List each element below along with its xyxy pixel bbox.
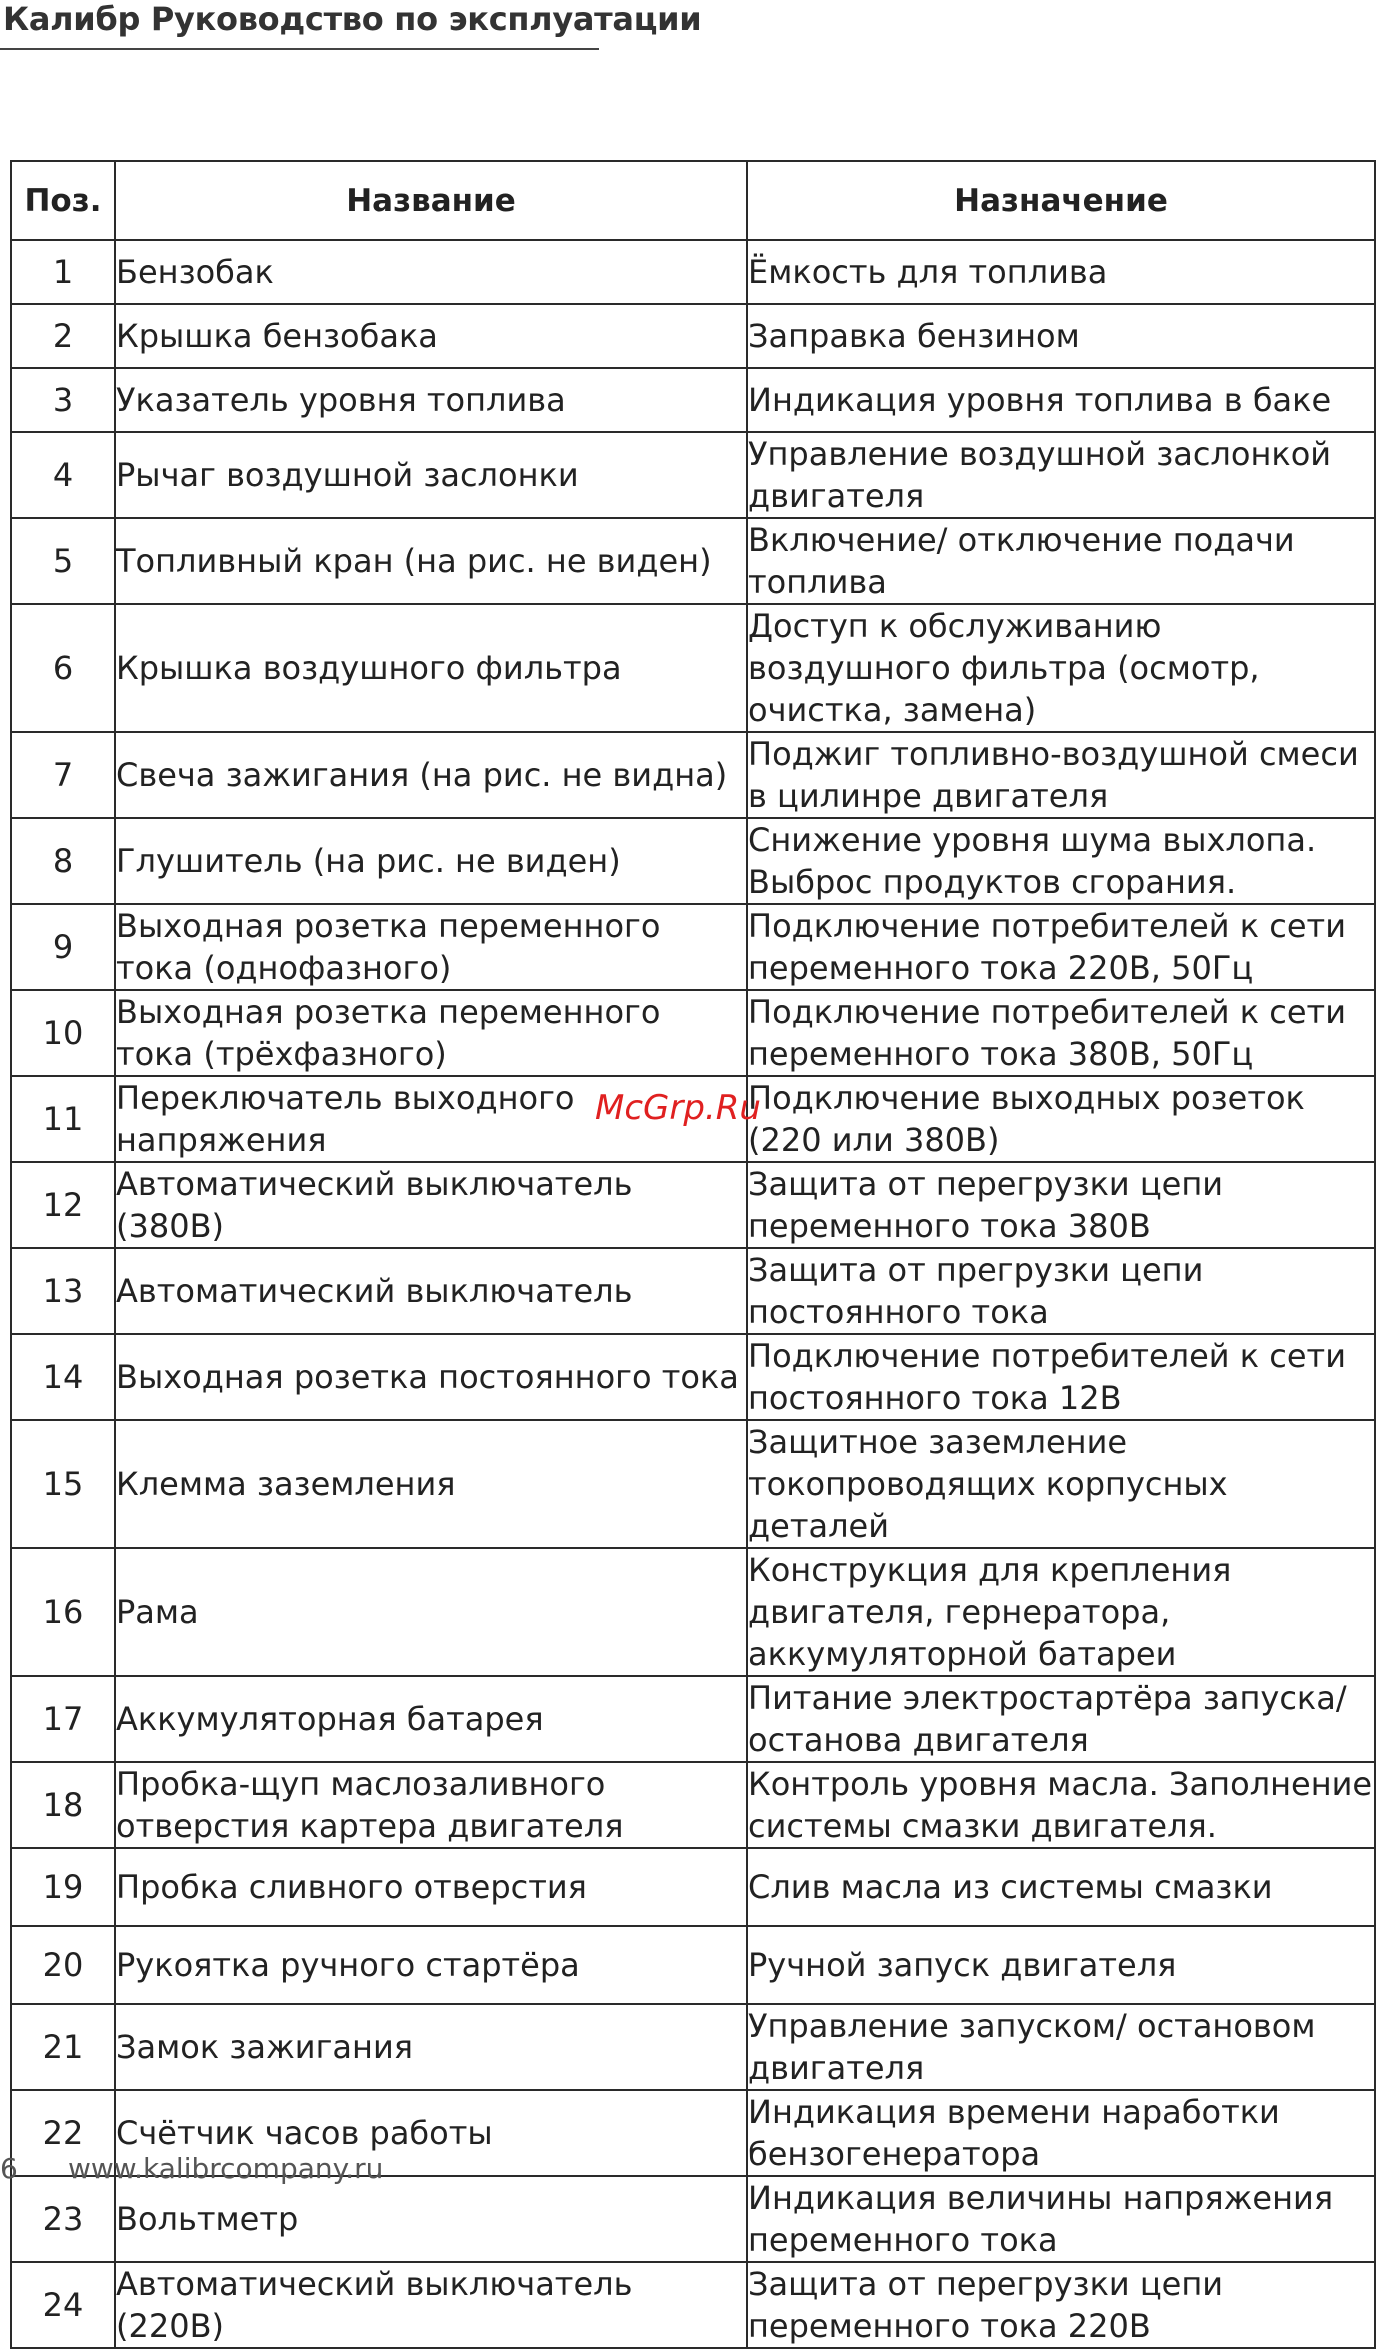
position-cell-text: 22 xyxy=(42,2114,84,2152)
position-cell-text: 8 xyxy=(52,842,74,880)
table-row xyxy=(11,1848,1375,1926)
purpose-cell-text: Питание электростартёра запуска/ останова двигателя xyxy=(748,1679,1347,1759)
table-row xyxy=(11,2262,1375,2348)
table-row xyxy=(11,1420,1375,1548)
position-cell-text: 2 xyxy=(52,317,74,355)
name-cell-text: Глушитель (на рис. не виден) xyxy=(116,842,621,880)
table-row xyxy=(11,1334,1375,1420)
purpose-cell-text: Доступ к обслуживанию воздушного фильтра (осмотр, очистка, замена) xyxy=(748,607,1260,729)
name-cell-text: Рукоятка ручного стартёра xyxy=(116,1946,580,1984)
position-cell xyxy=(11,1162,115,1248)
name-cell xyxy=(115,1676,747,1762)
name-cell-text: Вольтметр xyxy=(116,2200,299,2238)
purpose-cell-text: Контроль уровня масла. Заполнение системы смазки двигателя. xyxy=(748,1765,1373,1845)
position-cell-text: 12 xyxy=(42,1186,84,1224)
column-header-position: Поз. xyxy=(11,161,115,240)
name-cell-text: Выходная розетка переменного тока (трёхфазного) xyxy=(116,993,661,1073)
page-footer xyxy=(0,2152,383,2185)
name-cell xyxy=(115,604,747,732)
purpose-cell-text: Подключение потребителей к сети переменного тока 220В, 50Гц xyxy=(748,907,1346,987)
table-row xyxy=(11,240,1375,304)
position-cell-text: 17 xyxy=(42,1700,84,1738)
position-cell xyxy=(11,990,115,1076)
column-header-purpose: Назначение xyxy=(747,161,1375,240)
purpose-cell xyxy=(747,604,1375,732)
position-cell xyxy=(11,1926,115,2004)
position-cell xyxy=(11,518,115,604)
purpose-cell-text: Защита от прегрузки цепи постоянного тока xyxy=(748,1251,1204,1331)
table-row xyxy=(11,1676,1375,1762)
purpose-cell xyxy=(747,518,1375,604)
position-cell xyxy=(11,1420,115,1548)
position-cell xyxy=(11,1076,115,1162)
name-cell-text: Пробка сливного отверстия xyxy=(116,1868,587,1906)
table-row xyxy=(11,368,1375,432)
name-cell-text: Клемма заземления xyxy=(116,1465,456,1503)
purpose-cell xyxy=(747,240,1375,304)
purpose-cell-text: Включение/ отключение подачи топлива xyxy=(748,521,1295,601)
table-row xyxy=(11,818,1375,904)
name-cell xyxy=(115,304,747,368)
name-cell-text: Бензобак xyxy=(116,253,274,291)
position-cell xyxy=(11,2262,115,2348)
purpose-cell xyxy=(747,1076,1375,1162)
table-row xyxy=(11,732,1375,818)
watermark: McGrp.Ru xyxy=(595,1088,761,1128)
name-cell xyxy=(115,1926,747,2004)
name-cell-text: Автоматический выключатель (380В) xyxy=(116,1165,633,1245)
position-cell xyxy=(11,904,115,990)
position-cell-text: 5 xyxy=(52,542,74,580)
purpose-cell-text: Ручной запуск двигателя xyxy=(748,1946,1177,1984)
name-cell xyxy=(115,432,747,518)
purpose-cell xyxy=(747,1420,1375,1548)
purpose-cell-text: Подключение выходных розеток (220 или 380В) xyxy=(748,1079,1305,1159)
name-cell-text: Топливный кран (на рис. не виден) xyxy=(116,542,712,580)
name-cell-text: Крышка воздушного фильтра xyxy=(116,649,622,687)
footer-website: www.kalibrcompany.ru xyxy=(68,2152,384,2185)
name-cell xyxy=(115,1848,747,1926)
purpose-cell-text: Снижение уровня шума выхлопа. Выброс продуктов сгорания. xyxy=(748,821,1317,901)
name-cell xyxy=(115,2004,747,2090)
name-cell xyxy=(115,2262,747,2348)
position-cell xyxy=(11,2004,115,2090)
name-cell-text: Аккумуляторная батарея xyxy=(116,1700,544,1738)
name-cell xyxy=(115,732,747,818)
name-cell-text: Рама xyxy=(116,1593,199,1631)
name-cell-text: Крышка бензобака xyxy=(116,317,438,355)
position-cell-text: 11 xyxy=(42,1100,84,1138)
purpose-cell xyxy=(747,304,1375,368)
name-cell-text: Автоматический выключатель xyxy=(116,1272,633,1310)
purpose-cell-text: Подключение потребителей к сети переменного тока 380В, 50Гц xyxy=(748,993,1346,1073)
position-cell xyxy=(11,1762,115,1848)
position-cell-text: 21 xyxy=(42,2028,84,2066)
table-row xyxy=(11,518,1375,604)
position-cell xyxy=(11,1334,115,1420)
page-number: 6 xyxy=(0,2152,18,2185)
purpose-cell xyxy=(747,1926,1375,2004)
position-cell xyxy=(11,732,115,818)
name-cell xyxy=(115,990,747,1076)
position-cell xyxy=(11,818,115,904)
purpose-cell xyxy=(747,1162,1375,1248)
position-cell-text: 16 xyxy=(42,1593,84,1631)
table-row xyxy=(11,904,1375,990)
name-cell xyxy=(115,1420,747,1548)
purpose-cell xyxy=(747,818,1375,904)
name-cell-text: Выходная розетка постоянного тока xyxy=(116,1358,739,1396)
name-cell-text: Переключатель выходного напряжения xyxy=(116,1079,575,1159)
name-cell-text: Счётчик часов работы xyxy=(116,2114,493,2152)
name-cell-text: Автоматический выключатель (220В) xyxy=(116,2265,633,2345)
purpose-cell xyxy=(747,1762,1375,1848)
position-cell-text: 6 xyxy=(52,649,74,687)
purpose-cell xyxy=(747,1334,1375,1420)
purpose-cell xyxy=(747,2176,1375,2262)
name-cell xyxy=(115,818,747,904)
name-cell-text: Выходная розетка переменного тока (однофазного) xyxy=(116,907,661,987)
purpose-cell-text: Заправка бензином xyxy=(748,317,1080,355)
position-cell xyxy=(11,1548,115,1676)
purpose-cell xyxy=(747,1848,1375,1926)
purpose-cell-text: Индикация времени наработки бензогенератора xyxy=(748,2093,1280,2173)
table-row xyxy=(11,1926,1375,2004)
purpose-cell-text: Слив масла из системы смазки xyxy=(748,1868,1273,1906)
purpose-cell-text: Управление запуском/ остановом двигателя xyxy=(748,2007,1316,2087)
table-row xyxy=(11,1162,1375,1248)
purpose-cell-text: Индикация величины напряжения переменного тока xyxy=(748,2179,1334,2259)
purpose-cell xyxy=(747,1248,1375,1334)
position-cell-text: 3 xyxy=(52,381,74,419)
table-row xyxy=(11,432,1375,518)
purpose-cell-text: Ёмкость для топлива xyxy=(748,253,1108,291)
table-row xyxy=(11,990,1375,1076)
name-cell xyxy=(115,904,747,990)
purpose-cell xyxy=(747,990,1375,1076)
table-row xyxy=(11,1548,1375,1676)
position-cell xyxy=(11,1676,115,1762)
purpose-cell-text: Индикация уровня топлива в баке xyxy=(748,381,1332,419)
name-cell xyxy=(115,1248,747,1334)
purpose-cell xyxy=(747,2090,1375,2176)
position-cell-text: 9 xyxy=(52,928,74,966)
position-cell-text: 15 xyxy=(42,1465,84,1503)
position-cell-text: 7 xyxy=(52,756,74,794)
name-cell-text: Замок зажигания xyxy=(116,2028,413,2066)
purpose-cell-text: Поджиг топливно-воздушной смеси в цилинре двигателя xyxy=(748,735,1359,815)
purpose-cell-text: Управление воздушной заслонкой двигателя xyxy=(748,435,1332,515)
name-cell xyxy=(115,368,747,432)
name-cell-text: Рычаг воздушной заслонки xyxy=(116,456,579,494)
position-cell-text: 18 xyxy=(42,1786,84,1824)
name-cell xyxy=(115,2176,747,2262)
name-cell xyxy=(115,1162,747,1248)
purpose-cell xyxy=(747,904,1375,990)
position-cell-text: 10 xyxy=(42,1014,84,1052)
purpose-cell-text: Подключение потребителей к сети постоянного тока 12В xyxy=(748,1337,1346,1417)
position-cell xyxy=(11,432,115,518)
position-cell-text: 20 xyxy=(42,1946,84,1984)
column-header-name: Название xyxy=(115,161,747,240)
position-cell-text: 4 xyxy=(52,456,74,494)
purpose-cell xyxy=(747,1676,1375,1762)
table-row xyxy=(11,604,1375,732)
position-cell xyxy=(11,1248,115,1334)
purpose-cell xyxy=(747,732,1375,818)
purpose-cell-text: Защита от перегрузки цепи переменного тока 220В xyxy=(748,2265,1224,2345)
table-header-row xyxy=(11,161,1375,240)
position-cell-text: 23 xyxy=(42,2200,84,2238)
name-cell-text: Пробка-щуп маслозаливного отверстия картера двигателя xyxy=(116,1765,624,1845)
position-cell-text: 1 xyxy=(52,253,74,291)
table-row xyxy=(11,2176,1375,2262)
table-row xyxy=(11,1762,1375,1848)
document-header-title: Калибр Руководство по эксплуатации xyxy=(3,0,702,38)
position-cell xyxy=(11,240,115,304)
position-cell xyxy=(11,604,115,732)
position-cell-text: 24 xyxy=(42,2286,84,2324)
position-cell-text: 13 xyxy=(42,1272,84,1310)
name-cell-text: Свеча зажигания (на рис. не видна) xyxy=(116,756,728,794)
position-cell-text: 19 xyxy=(42,1868,84,1906)
position-cell xyxy=(11,304,115,368)
header-divider xyxy=(0,48,599,50)
table-row xyxy=(11,304,1375,368)
name-cell xyxy=(115,240,747,304)
name-cell xyxy=(115,1548,747,1676)
position-cell xyxy=(11,368,115,432)
name-cell xyxy=(115,518,747,604)
position-cell xyxy=(11,2176,115,2262)
table-row xyxy=(11,1248,1375,1334)
name-cell xyxy=(115,1762,747,1848)
purpose-cell xyxy=(747,1548,1375,1676)
parts-table xyxy=(10,160,1376,2349)
purpose-cell-text: Защита от перегрузки цепи переменного тока 380В xyxy=(748,1165,1224,1245)
name-cell xyxy=(115,1334,747,1420)
name-cell-text: Указатель уровня топлива xyxy=(116,381,566,419)
purpose-cell xyxy=(747,368,1375,432)
position-cell-text: 14 xyxy=(42,1358,84,1396)
purpose-cell xyxy=(747,2262,1375,2348)
table-row xyxy=(11,2004,1375,2090)
purpose-cell xyxy=(747,432,1375,518)
purpose-cell-text: Конструкция для крепления двигателя, гернератора, аккумуляторной батареи xyxy=(748,1551,1232,1673)
purpose-cell-text: Защитное заземление токопроводящих корпусных деталей xyxy=(748,1423,1228,1545)
purpose-cell xyxy=(747,2004,1375,2090)
position-cell xyxy=(11,1848,115,1926)
